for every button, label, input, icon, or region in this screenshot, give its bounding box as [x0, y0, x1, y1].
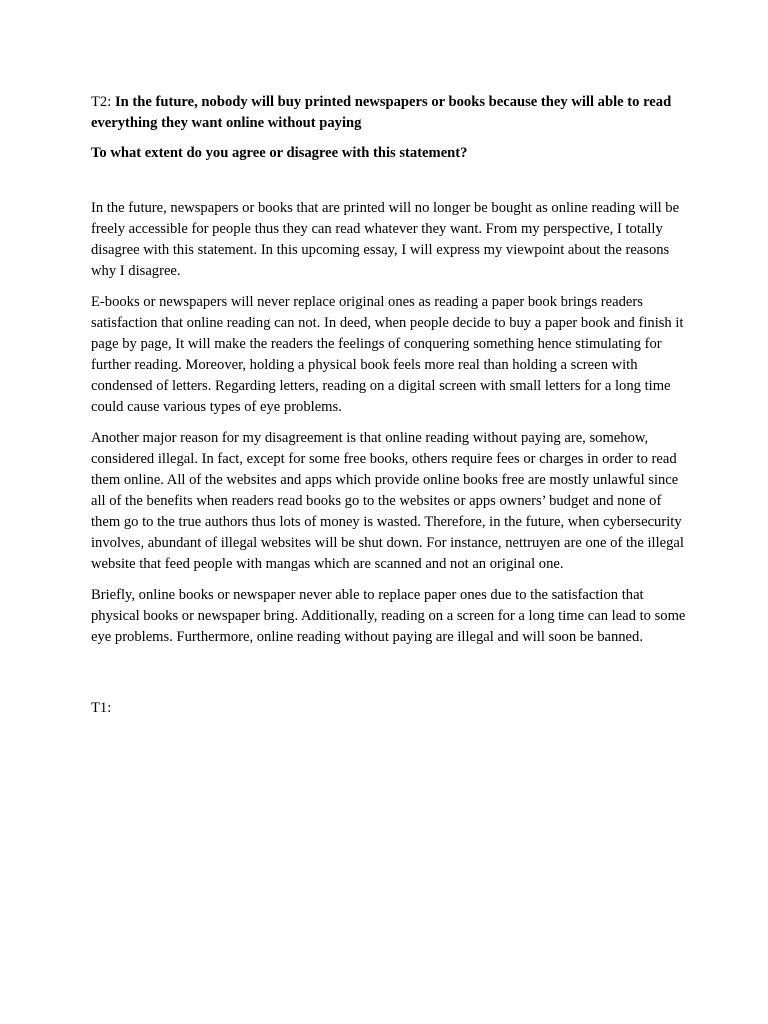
essay-body	[91, 198, 691, 648]
task2-prompt: In the future, nobody will buy printed newspapers or books because they will able to read everything they want online without paying	[91, 94, 672, 131]
essay-paragraph-body-2: Another major reason for my disagreement is that online reading without paying are, somehow, considered illegal. In fact, except for some free books, others require fees or charges in order to read them online. All of the websites and apps which provide online books free are mostly unlawful since all of the benefits when readers read books go to the websites or apps owners’ budget and none of them go to the true authors thus lots of money is wasted. Therefore, in the future, when cybersecurity involves, abundant of illegal websites will be shut down. For instance, nettruyen are one of the illegal website that feed people with mangas which are scanned and not an original one.	[91, 430, 684, 572]
essay-paragraph-intro: In the future, newspapers or books that are printed will no longer be bought as online reading will be freely accessible for people thus they can read whatever they want. From my perspective, I totally disagree with this statement. In this upcoming essay, I will express my viewpoint about the reasons why I disagree.	[91, 200, 680, 279]
task2-heading	[91, 92, 691, 134]
essay-paragraph-body-1: E-books or newspapers will never replace original ones as reading a paper book brings readers satisfaction that online reading can not. In deed, when people decide to buy a paper book and finish it page by page, It will make the readers the feelings of conquering something hence stimulating for further reading. Moreover, holding a physical book feels more real than holding a screen with condensed of letters. Regarding letters, reading on a digital screen with small letters for a long time could cause various types of eye problems.	[91, 294, 684, 415]
task1-label: T1:	[91, 700, 112, 716]
essay-paragraph-conclusion: Briefly, online books or newspaper never able to replace paper ones due to the satisfaction that physical books or newspaper bring. Additionally, reading on a screen for a long time can lead to some eye problems. Furthermore, online reading without paying are illegal and will soon be banned.	[91, 587, 686, 645]
document-page	[91, 92, 691, 719]
task2-question: To what extent do you agree or disagree with this statement?	[91, 145, 468, 161]
task2-label: T2:	[91, 94, 112, 110]
